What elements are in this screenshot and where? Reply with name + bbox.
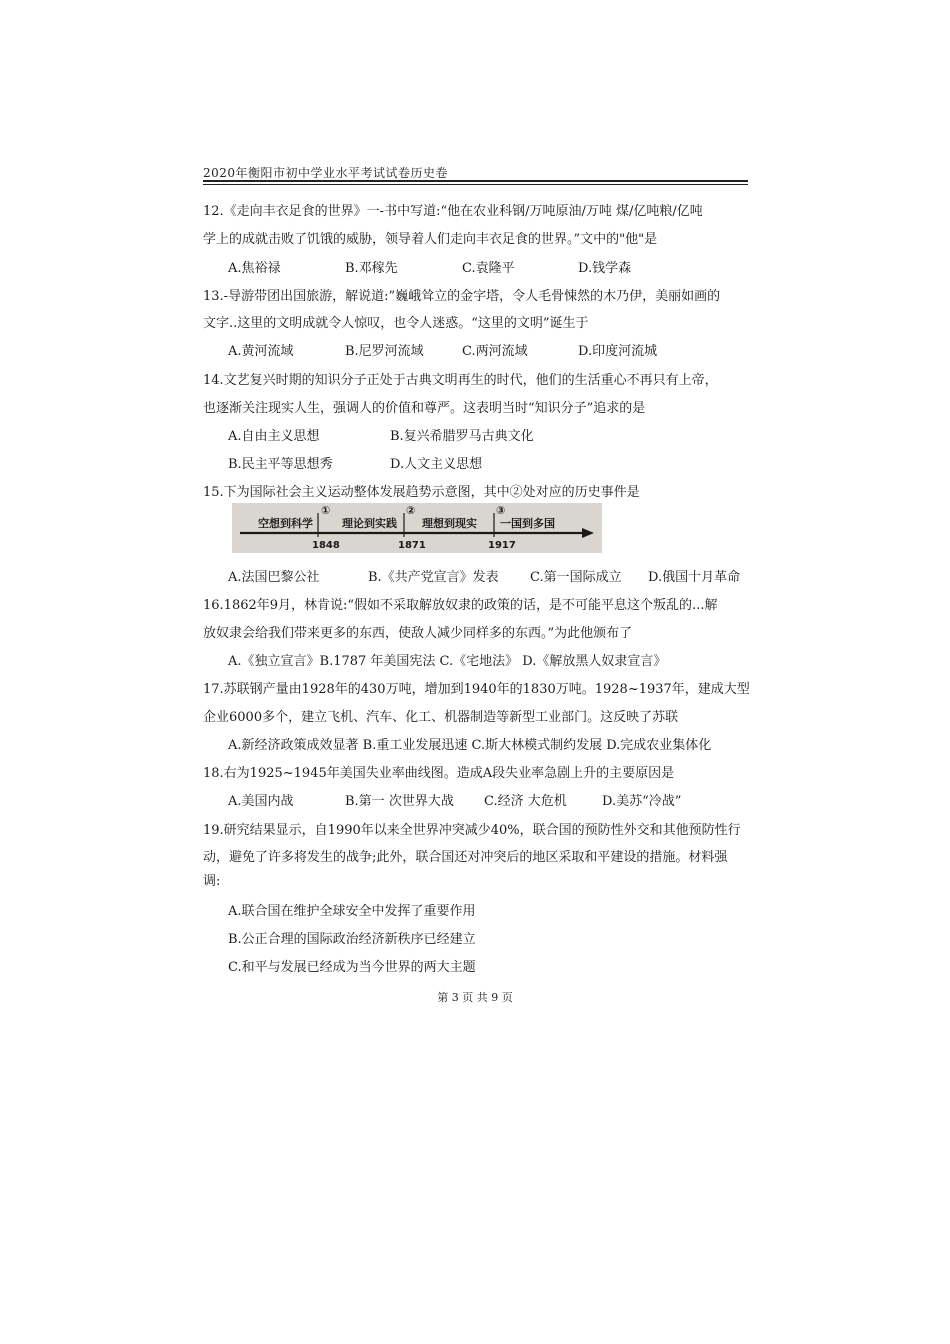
q17-stem-line2: 企业6000多个，建立飞机、汽车、化工、机器制造等新型工业部门。这反映了苏联 — [203, 710, 679, 725]
socialism-trend-diagram — [232, 503, 602, 553]
q18-option-a: A.美国内战 — [228, 794, 294, 809]
q13-stem-line1: 13.-导游带团出国旅游，解说道:”巍峨耸立的金字塔，令人毛骨悚然的木乃伊，美丽如画的 — [203, 289, 721, 304]
q14-option-c: B.民主平等思想秀 — [228, 457, 333, 472]
q12-option-a: A.焦裕禄 — [228, 261, 281, 276]
q17-options: A.新经济政策成效显著 B.重工业发展迅速 C.斯大林模式制约发展 D.完成农业集体化 — [228, 738, 712, 753]
q13-option-d: D.印度河流城 — [578, 344, 658, 359]
q12-option-c: C.袁隆平 — [462, 261, 515, 276]
q16-stem-line1: 16.1862年9月，林肯说:“假如不采取解放奴隶的政策的话，是不可能平息这个叛乱的...解 — [203, 598, 718, 613]
q15-option-d: D.俄国十月革命 — [648, 570, 741, 585]
page-header: 2020年衡阳市初中学业水平考试试卷历史卷 — [203, 166, 449, 180]
q18-option-b: B.第一 次世界大战 — [345, 794, 454, 809]
stage-label-2: 理论到实践 — [342, 517, 397, 530]
q12-option-b: B.邓稼先 — [345, 261, 398, 276]
q13-stem-line2: 文字..这里的文明成就令人惊叹，也令人迷惑。“这里的文明”诞生于 — [203, 316, 589, 331]
q14-option-a: A.自由主义思想 — [228, 429, 320, 444]
q19-stem-line3: 调: — [203, 874, 221, 889]
year-1848: 1848 — [312, 540, 340, 551]
q18-option-d: D.美苏“冷战” — [602, 794, 682, 809]
q16-stem-line2: 放奴隶会给我们带来更多的东西，使敌人减少同样多的东西。”为此他颁布了 — [203, 626, 633, 641]
q15-option-b: B.《共产党宣言》发表 — [368, 570, 499, 585]
q19-option-a: A.联合国在维护全球安全中发挥了重要作用 — [228, 904, 476, 919]
q18-stem-line1: 18.右为1925~1945年美国失业率曲线图。造成A段失业率急剧上升的主要原因是 — [203, 766, 675, 781]
q14-option-b: B.复兴希腊罗马古典文化 — [390, 429, 534, 444]
trend-arrow-graphic — [232, 503, 602, 553]
year-1917: 1917 — [488, 540, 516, 551]
q15-option-a: A.法国巴黎公社 — [228, 570, 320, 585]
marker-1: ① — [321, 504, 331, 517]
year-1871: 1871 — [398, 540, 426, 551]
header-rule-thick — [203, 180, 748, 182]
q13-option-a: A.黄河流域 — [228, 344, 294, 359]
header-rule-thin — [203, 184, 748, 185]
q14-stem-line1: 14.文艺复兴时期的知识分子正处于古典文明再生的时代，他们的生活重心不再只有上帝， — [203, 373, 718, 388]
stage-label-4: 一国到多国 — [500, 517, 555, 530]
q13-option-b: B.尼罗河流域 — [345, 344, 424, 359]
marker-3: ③ — [496, 504, 506, 517]
q15-stem-line1: 15.下为国际社会主义运动整体发展趋势示意图，其中②处对应的历史事件是 — [203, 485, 640, 500]
q19-stem-line1: 19.研究结果显示，自1990年以来全世界冲突减少40%，联合国的预防性外交和其他预防性行 — [203, 823, 741, 838]
q18-option-c: C.经济 大危机 — [484, 794, 567, 809]
q19-option-b: B.公正合理的国际政治经济新秩序已经建立 — [228, 932, 476, 947]
q15-option-c: C.第一国际成立 — [530, 570, 622, 585]
marker-2: ② — [406, 504, 416, 517]
q19-stem-line2: 动，避免了许多将发生的战争;此外，联合国还对冲突后的地区采取和平建设的措施。材料强 — [203, 850, 728, 865]
page-number: 第 3 页 共 9 页 — [437, 991, 513, 1004]
q12-option-d: D.钱学森 — [578, 261, 632, 276]
stage-label-1: 空想到科学 — [258, 517, 313, 530]
q14-stem-line2: 也逐渐关注现实人生，强调人的价值和尊严。这表明当时“知识分子”追求的是 — [203, 401, 646, 416]
stage-label-3: 理想到现实 — [422, 517, 477, 530]
q19-option-c: C.和平与发展已经成为当今世界的两大主题 — [228, 960, 476, 975]
q17-stem-line1: 17.苏联钢产量由1928年的430万吨，增加到1940年的1830万吨。1928~1937年，建成大型 — [203, 682, 750, 697]
q13-option-c: C.两河流域 — [462, 344, 528, 359]
q14-option-d: D.人文主义思想 — [390, 457, 483, 472]
trend-arrow-head — [582, 528, 594, 538]
q16-options: A.《独立宣言》B.1787 年美国宪法 C.《宅地法》 D.《解放黑人奴隶宣言》 — [228, 654, 667, 669]
q12-stem-line2: 学上的成就击败了饥饿的威胁，领导着人们走向丰衣足食的世界。”文中的"他"是 — [203, 232, 658, 247]
q12-stem-line1: 12.《走向丰衣足食的世界》一-书中写道:“他在农业科钢/万吨原油/万吨 煤/亿吨粮/亿吨 — [203, 204, 703, 219]
